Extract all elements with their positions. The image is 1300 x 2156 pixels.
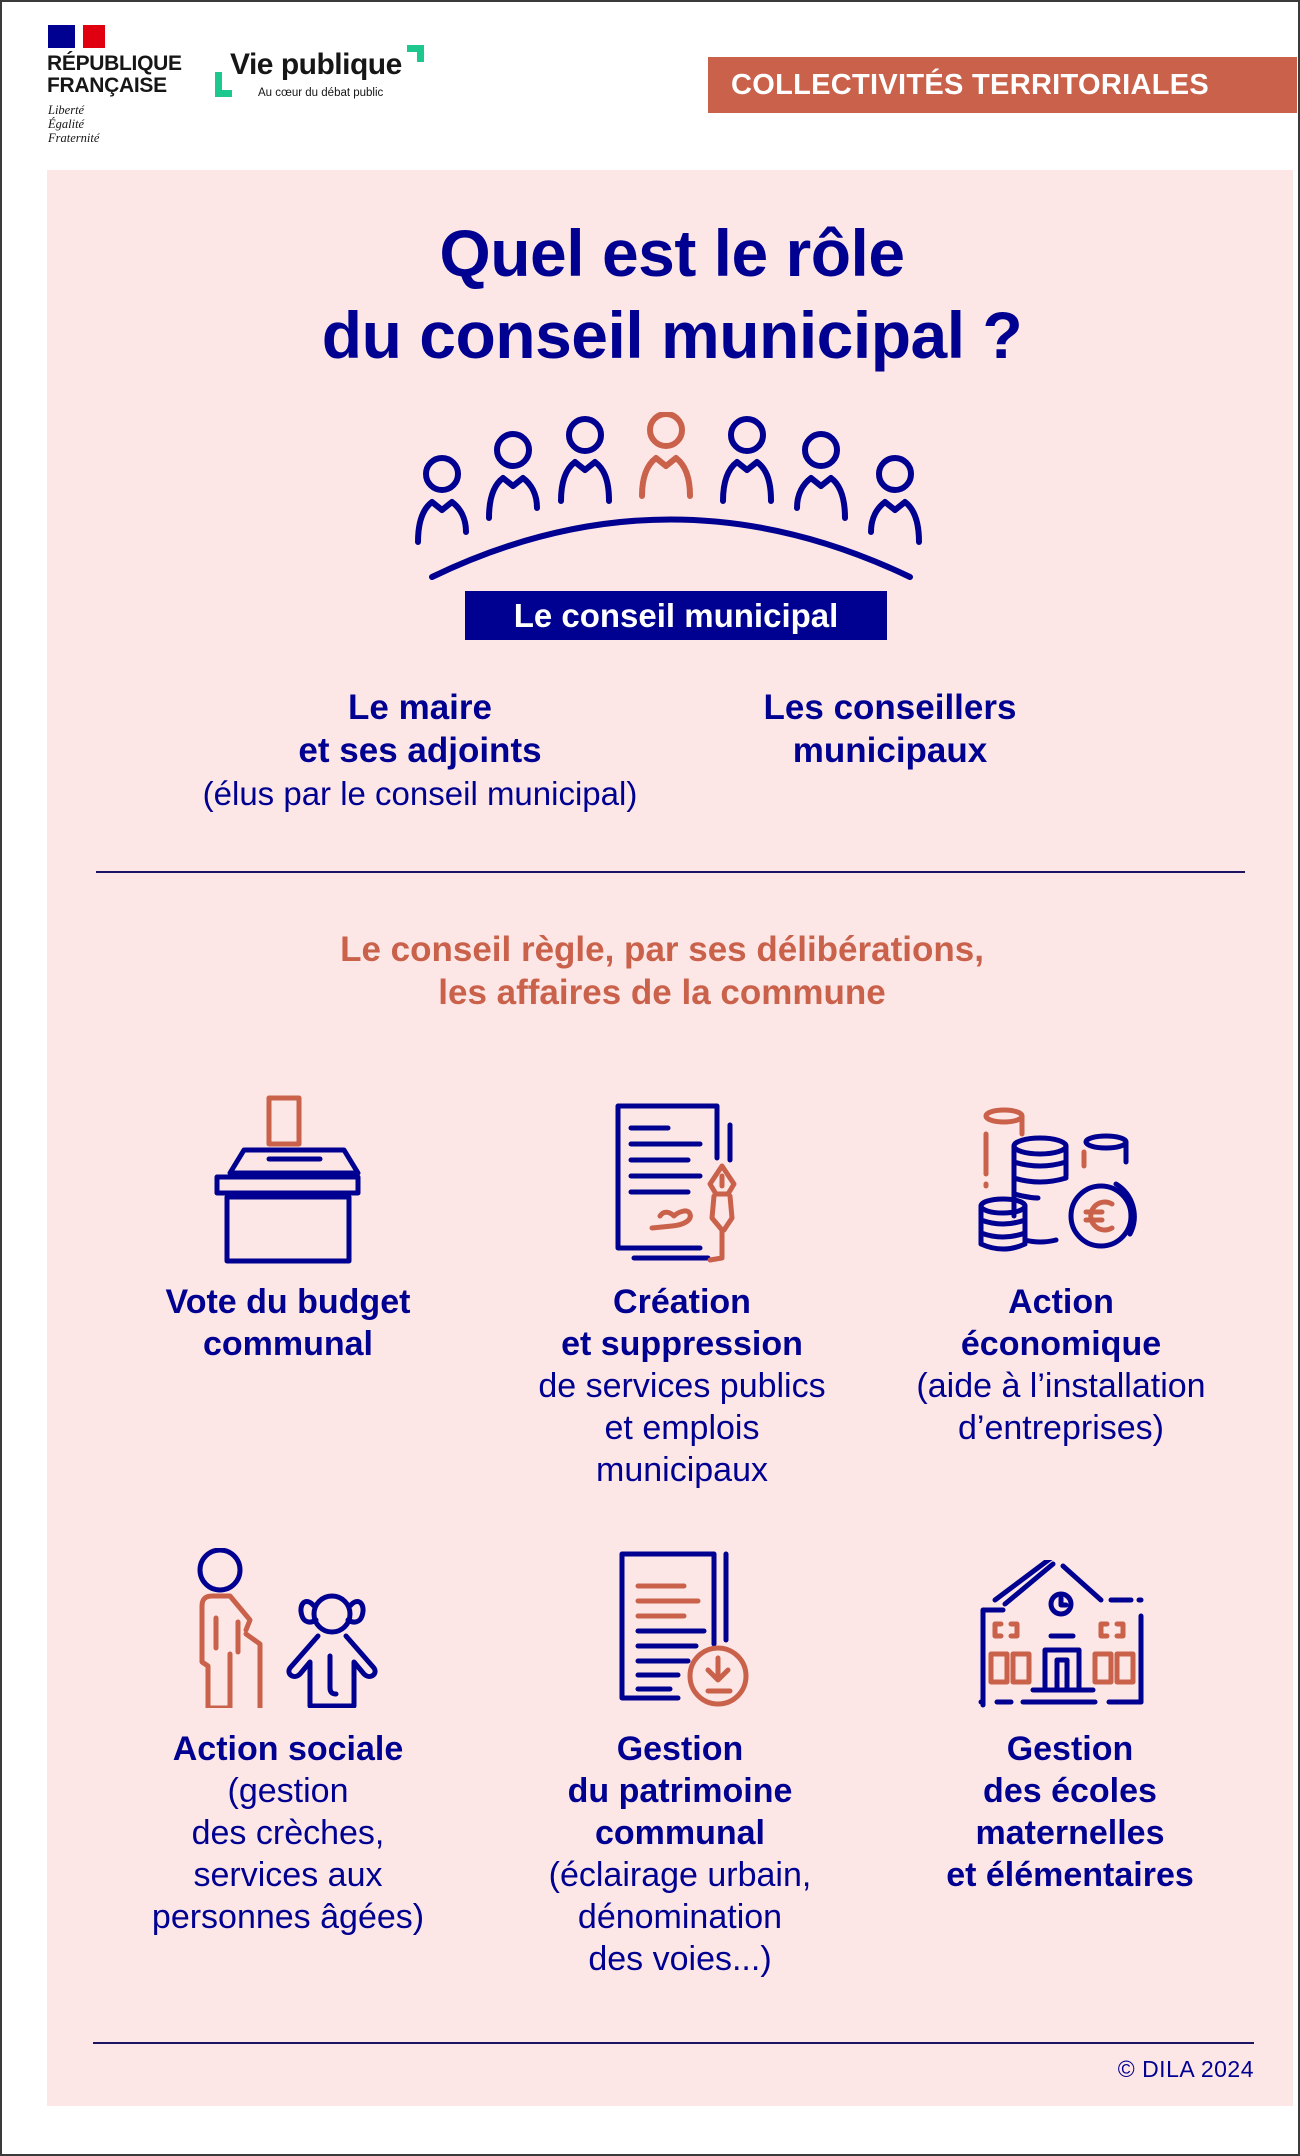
role-title: économique [960, 1325, 1162, 1363]
role-title: Gestion [1006, 1730, 1134, 1768]
role-title: communal [202, 1325, 374, 1363]
council-members-icon [410, 412, 930, 592]
role-title: et suppression [561, 1325, 803, 1363]
mayor-and-deputies [120, 686, 720, 815]
french-flag-icon [48, 25, 105, 48]
footer-divider [93, 2042, 1254, 2044]
role-gestion-patrimoine [480, 1728, 880, 1980]
school-building-icon [975, 1560, 1151, 1708]
coins-euro-icon [978, 1106, 1144, 1262]
role-detail: des voies...) [588, 1940, 772, 1978]
role-gestion-ecoles [870, 1728, 1270, 1896]
category-banner: COLLECTIVITÉS TERRITORIALES [708, 57, 1297, 113]
document-download-icon [618, 1548, 754, 1708]
role-title: Vote du budget [165, 1283, 411, 1321]
subtitle-line2: les affaires de la commune [438, 973, 886, 1012]
bracket-icon [215, 90, 232, 97]
signed-document-icon [612, 1100, 754, 1270]
mayor-note: (élus par le conseil municipal) [202, 775, 638, 812]
republique-francaise-logo [47, 53, 182, 97]
title-line2: du conseil municipal ? [321, 298, 1023, 372]
role-detail: d’entreprises) [958, 1409, 1164, 1447]
role-detail: de services publics [538, 1367, 826, 1405]
role-title: Action sociale [172, 1730, 404, 1768]
bracket-icon [407, 45, 424, 52]
role-title: maternelles [975, 1814, 1165, 1852]
role-detail: personnes âgées) [151, 1898, 425, 1936]
role-title: du patrimoine [567, 1772, 793, 1810]
role-detail: services aux [193, 1856, 383, 1894]
page-title [47, 212, 1297, 376]
municipal-councillors [690, 686, 1090, 772]
role-detail: municipaux [596, 1451, 768, 1489]
motto-egalite: Égalité [48, 117, 85, 131]
council-label: Le conseil municipal [465, 591, 887, 640]
role-detail: (éclairage urbain, [548, 1856, 812, 1894]
councillors-line1: Les conseillers [763, 688, 1017, 727]
role-title: Création [613, 1283, 751, 1321]
section-subtitle [47, 928, 1277, 1014]
copyright: © DILA 2024 [1117, 2056, 1254, 2082]
rf-motto [48, 103, 99, 145]
title-line1: Quel est le rôle [439, 216, 905, 290]
section-divider [96, 871, 1245, 873]
ballot-box-icon [214, 1094, 362, 1266]
role-action-sociale [100, 1728, 476, 1938]
role-detail: dénomination [577, 1898, 783, 1936]
role-title: communal [594, 1814, 766, 1852]
role-services-publics [482, 1281, 882, 1491]
role-vote-budget [100, 1281, 476, 1365]
role-action-economique [866, 1281, 1256, 1449]
mayor-line1: Le maire [348, 688, 492, 727]
elder-and-child-icon [186, 1548, 388, 1708]
role-title: Action [1008, 1283, 1114, 1321]
role-title: Gestion [616, 1730, 744, 1768]
role-detail: (gestion [227, 1772, 349, 1810]
role-detail: et emplois [604, 1409, 760, 1447]
vie-publique-tagline: Au cœur du débat public [258, 87, 384, 99]
councillors-line2: municipaux [792, 731, 988, 770]
motto-fraternite: Fraternité [48, 131, 100, 145]
role-detail: des crèches, [191, 1814, 385, 1852]
vie-publique-title: Vie publique [230, 48, 402, 81]
role-detail: (aide à l’installation [916, 1367, 1206, 1405]
role-title: et élémentaires [946, 1856, 1194, 1894]
mayor-line2: et ses adjoints [298, 731, 542, 770]
motto-liberte: Liberté [48, 103, 85, 117]
rf-name-line1: RÉPUBLIQUE [47, 52, 182, 75]
subtitle-line1: Le conseil règle, par ses délibérations, [340, 930, 984, 969]
rf-name-line2: FRANÇAISE [47, 74, 167, 97]
role-title: des écoles [983, 1772, 1157, 1810]
